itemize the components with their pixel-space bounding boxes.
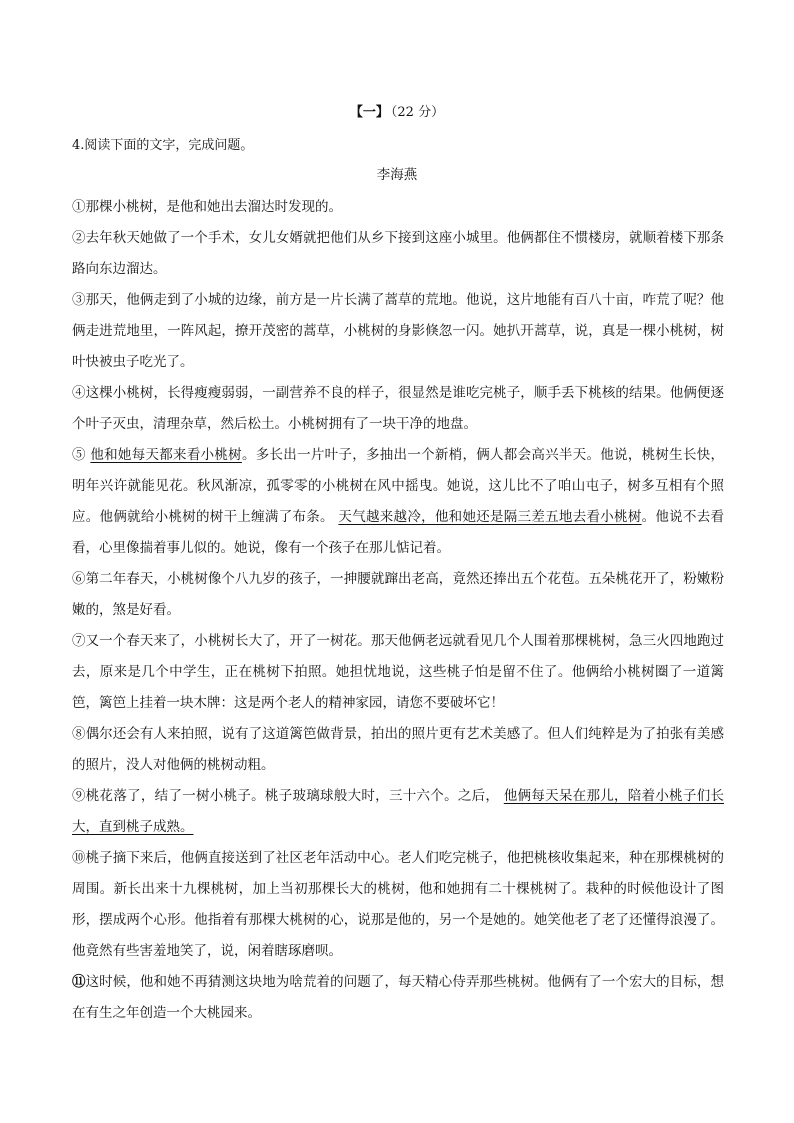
paragraph-text: 。他说不去看看，心里像揣着事儿似的。她说，像有一个孩子在那儿惦记着。 — [72, 509, 725, 556]
article-paragraph — [72, 378, 724, 440]
paragraph-text: ⑩桃子摘下来后，他俩直接送到了社区老年活动中心。老人们吃完桃子，他把桃核收集起来，种在那棵桃树的周围。新长出来十九棵桃树，加上当初那棵长大的桃树，他和她拥有二十棵桃树了。栽种的时候他设计了图形，摆成两个心形。他指着有那棵大桃树的心，说那是他的，另一个是她的。她笑他老了老了还懂得浪漫了。他竟然有些害羞地笑了，说，闲着瞎琢磨呗。 — [72, 850, 724, 959]
paragraph-text: 。多长出一片叶子，多抽出一个新梢，俩人都会高兴半天。他说，桃树生长快，明年兴许就能见花。秋风渐凉，孤零零的小桃树在风中摇曳。她说，这儿比不了咱山屯子，树多互相有个照应。他俩就给小桃树的树干上缠满了布条。 — [72, 447, 725, 525]
article-paragraph — [72, 192, 724, 223]
article-paragraph — [72, 564, 724, 626]
underlined-sentence: 天气越来越冷，他和她还是隔三差五地去看小桃树 — [338, 509, 642, 525]
question-prompt: 4.阅读下面的文字，完成问题。 — [72, 138, 254, 153]
article-paragraph — [72, 440, 724, 564]
article-author: 李海燕 — [376, 167, 418, 183]
paragraph-text: ①那棵小桃树，是他和她出去溜达时发现的。 — [72, 199, 342, 215]
article-paragraph — [72, 285, 724, 378]
underlined-sentence: 他和她每天都来看小桃树 — [90, 447, 242, 463]
section-bracket-label: 【一】 — [349, 105, 389, 120]
paragraph-text: ⑨桃花落了，结了一树小桃子。桃子玻璃球般大时，三十六个。之后， — [72, 788, 504, 804]
section-title — [0, 103, 794, 123]
section-score: （22 分） — [390, 105, 445, 120]
paragraph-text: ⑥第二年春天，小桃树像个八九岁的孩子，一抻腰就蹿出老高，竟然还捧出五个花苞。五朵桃花开了，粉嫩粉嫩的，煞是好看。 — [72, 571, 724, 618]
article-paragraph — [72, 781, 724, 843]
article-paragraph — [72, 843, 724, 967]
paragraph-text: ③那天，他俩走到了小城的边缘，前方是一片长满了蒿草的荒地。他说，这片地能有百八十亩，咋荒了呢？他俩走进荒地里，一阵风起，撩开茂密的蒿草，小桃树的身影倏忽一闪。她扒开蒿草，说，真是一棵小桃树，树叶快被虫子吃光了。 — [72, 292, 724, 370]
paragraph-text: ⑦又一个春天来了，小桃树长大了，开了一树花。那天他俩老远就看见几个人围着那棵桃树，急三火四地跑过去，原来是几个中学生，正在桃树下拍照。她担忧地说，这些桃子怕是留不住了。他俩给小桃树圈了一道篱笆，篱笆上挂着一块木牌：这是两个老人的精神家园，请您不要破坏它！ — [72, 633, 724, 711]
paragraph-text: ②去年秋天她做了一个手术，女儿女婿就把他们从乡下接到这座小城里。他俩都住不惯楼房，就顺着楼下那条路向东边溜达。 — [72, 230, 724, 277]
paragraph-text: ⑤ — [72, 447, 91, 463]
article-paragraph — [72, 719, 724, 781]
paragraph-number: ⑪ — [72, 974, 86, 990]
article-paragraph — [72, 223, 724, 285]
article-paragraph — [72, 626, 724, 719]
article-body — [72, 192, 724, 1029]
paragraph-text: ⑧偶尔还会有人来拍照，说有了这道篱笆做背景，拍出的照片更有艺术美感了。但人们纯粹是为了拍张有美感的照片，没人对他俩的桃树动粗。 — [72, 726, 724, 773]
underlined-sentence: 他俩每天呆在那儿，陪着小桃子们长大，直到桃子成熟。 — [72, 788, 724, 835]
paragraph-text: ④这棵小桃树，长得瘦瘦弱弱，一副营养不良的样子，很显然是谁吃完桃子，顺手丢下桃核的结果。他俩便逐个叶子灭虫，清理杂草，然后松土。小桃树拥有了一块干净的地盘。 — [72, 385, 724, 432]
article-paragraph — [72, 967, 724, 1029]
paragraph-text: 这时候，他和她不再猜测这块地为啥荒着的问题了，每天精心侍弄那些桃树。他俩有了一个宏大的目标，想在有生之年创造一个大桃园来。 — [72, 974, 725, 1021]
